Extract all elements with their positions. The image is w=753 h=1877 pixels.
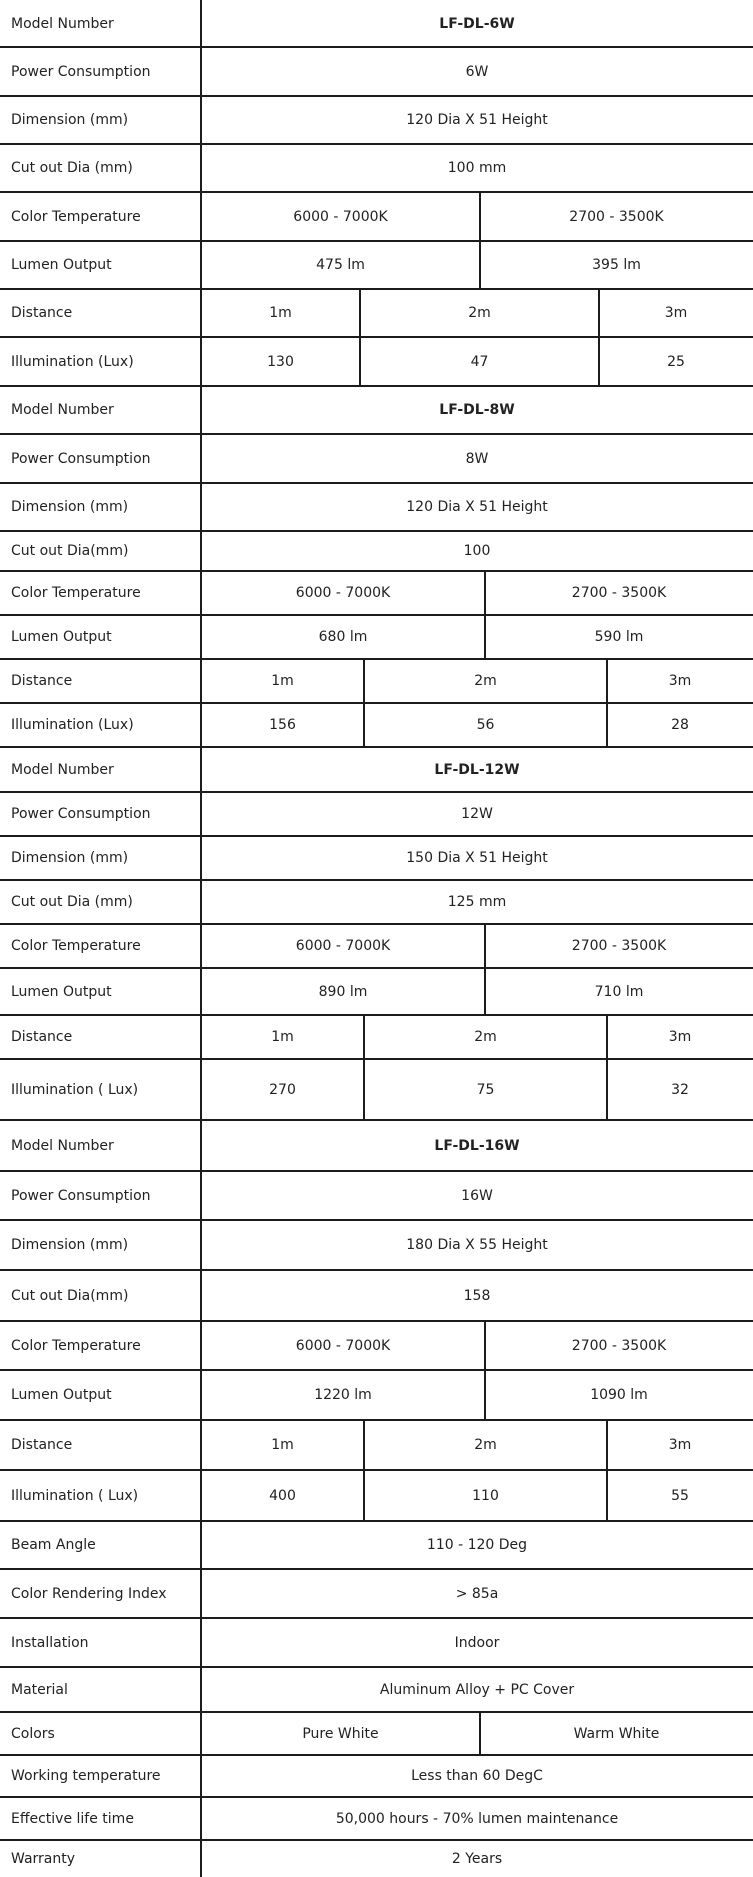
row-divider	[0, 1014, 753, 1016]
spec-label: Cut out Dia (mm)	[11, 160, 133, 176]
spec-value: 400	[269, 1487, 296, 1504]
spec-value: Pure White	[302, 1725, 379, 1742]
cell-divider	[598, 337, 600, 386]
row-divider	[0, 835, 753, 837]
row-divider	[0, 1058, 753, 1060]
spec-label: Cut out Dia(mm)	[11, 543, 129, 559]
spec-label: Model Number	[11, 1137, 114, 1154]
spec-value: 75	[476, 1081, 495, 1098]
row-divider	[0, 1754, 753, 1756]
row-divider	[0, 240, 753, 242]
spec-value: 475 lm	[316, 257, 365, 273]
spec-label: Distance	[11, 1437, 73, 1453]
spec-label: Warranty	[11, 1850, 76, 1867]
spec-value: 2700 - 3500K	[571, 938, 667, 954]
row-divider	[0, 702, 753, 704]
spec-value: 130	[267, 353, 294, 370]
cell-divider	[484, 924, 486, 968]
spec-value: Less than 60 DegC	[411, 1768, 543, 1784]
row-divider	[0, 143, 753, 145]
cell-divider	[479, 1712, 481, 1755]
spec-value: Warm White	[573, 1725, 660, 1742]
spec-label: Cut out Dia (mm)	[11, 894, 133, 910]
spec-value: 6000 - 7000K	[293, 208, 388, 225]
spec-value: 8W	[465, 450, 489, 467]
spec-label: Dimension (mm)	[11, 499, 129, 515]
spec-value: 2700 - 3500K	[569, 208, 664, 225]
spec-value: 2m	[474, 673, 497, 689]
cell-divider	[606, 703, 608, 747]
spec-label: Power Consumption	[11, 1187, 151, 1204]
spec-value: 1m	[269, 305, 292, 321]
spec-value: 1220 lm	[314, 1387, 372, 1403]
spec-value: 156	[269, 717, 296, 733]
spec-label: Model Number	[11, 402, 114, 418]
spec-value: 3m	[668, 1437, 692, 1453]
spec-value: Aluminum Alloy + PC Cover	[379, 1681, 575, 1698]
model-number-value: LF-DL-6W	[439, 15, 515, 32]
spec-value: 2 Years	[451, 1850, 503, 1867]
spec-label: Cut out Dia(mm)	[11, 1287, 129, 1304]
spec-value: 3m	[668, 673, 692, 689]
cell-divider	[359, 289, 361, 337]
spec-label: Power Consumption	[11, 450, 151, 467]
spec-value: 680 lm	[318, 629, 368, 645]
spec-value: 56	[476, 717, 495, 733]
row-divider	[0, 1666, 753, 1668]
spec-label: Lumen Output	[11, 983, 112, 1000]
row-divider	[0, 791, 753, 793]
row-divider	[0, 433, 753, 435]
spec-value: 590 lm	[594, 629, 644, 645]
cell-divider	[363, 1015, 365, 1059]
cell-divider	[606, 659, 608, 703]
row-divider	[0, 46, 753, 48]
column-divider	[200, 0, 202, 1877]
cell-divider	[606, 1470, 608, 1521]
spec-label: Colors	[11, 1725, 55, 1742]
row-divider	[0, 1520, 753, 1522]
model-number-value: LF-DL-12W	[434, 761, 520, 778]
spec-label: Model Number	[11, 761, 114, 778]
spec-value: 3m	[668, 1029, 692, 1045]
model-number-value: LF-DL-8W	[439, 402, 515, 418]
spec-value: 158	[463, 1287, 491, 1304]
cell-divider	[598, 289, 600, 337]
spec-label: Beam Angle	[11, 1537, 96, 1553]
spec-value: 6000 - 7000K	[295, 938, 391, 954]
spec-value: 125 mm	[447, 894, 507, 910]
spec-value: 1m	[271, 673, 294, 689]
row-divider	[0, 191, 753, 193]
spec-value: 2700 - 3500K	[571, 585, 667, 601]
cell-divider	[484, 615, 486, 659]
spec-value: 120 Dia X 51 Height	[406, 499, 548, 515]
spec-value: 2700 - 3500K	[571, 1337, 667, 1354]
spec-label: Distance	[11, 673, 73, 689]
row-divider	[0, 1119, 753, 1121]
spec-label: Installation	[11, 1634, 89, 1651]
spec-label: Model Number	[11, 15, 114, 32]
row-divider	[0, 1170, 753, 1172]
spec-value: 6000 - 7000K	[295, 1337, 391, 1354]
cell-divider	[363, 1420, 365, 1470]
spec-value: 1m	[271, 1437, 294, 1453]
spec-label: Material	[11, 1681, 68, 1698]
spec-value: 55	[671, 1487, 689, 1504]
spec-value: 395 lm	[592, 257, 641, 273]
cell-divider	[359, 337, 361, 386]
spec-value: 2m	[468, 305, 491, 321]
cell-divider	[484, 1321, 486, 1370]
spec-value: 110	[472, 1487, 499, 1504]
row-divider	[0, 967, 753, 969]
row-divider	[0, 923, 753, 925]
spec-value: 180 Dia X 55 Height	[406, 1237, 548, 1253]
row-divider	[0, 1369, 753, 1371]
spec-value: 890 lm	[318, 983, 368, 1000]
spec-label: Illumination (Lux)	[11, 717, 134, 733]
row-divider	[0, 1419, 753, 1421]
cell-divider	[363, 703, 365, 747]
spec-value: 32	[671, 1081, 689, 1098]
spec-label: Dimension (mm)	[11, 112, 129, 128]
spec-label: Lumen Output	[11, 1387, 112, 1403]
row-divider	[0, 1320, 753, 1322]
spec-label: Color Temperature	[11, 585, 141, 601]
row-divider	[0, 614, 753, 616]
spec-value: 100	[463, 543, 491, 559]
spec-value: 28	[671, 717, 689, 733]
spec-value: 16W	[461, 1187, 493, 1204]
cell-divider	[484, 571, 486, 615]
cell-divider	[606, 1420, 608, 1470]
row-divider	[0, 658, 753, 660]
row-divider	[0, 879, 753, 881]
spec-label: Working temperature	[11, 1768, 161, 1784]
spec-label: Dimension (mm)	[11, 850, 129, 866]
cell-divider	[363, 1470, 365, 1521]
spec-value: 47	[470, 353, 489, 370]
row-divider	[0, 530, 753, 532]
spec-value: 50,000 hours - 70% lumen maintenance	[335, 1810, 619, 1827]
spec-value: 2m	[474, 1029, 497, 1045]
row-divider	[0, 1469, 753, 1471]
spec-label: Color Rendering Index	[11, 1585, 167, 1602]
row-divider	[0, 1711, 753, 1713]
row-divider	[0, 482, 753, 484]
spec-label: Distance	[11, 305, 73, 321]
spec-value: 1m	[271, 1029, 294, 1045]
spec-label: Lumen Output	[11, 257, 112, 273]
row-divider	[0, 1568, 753, 1570]
spec-value: 120 Dia X 51 Height	[406, 112, 548, 128]
row-divider	[0, 1219, 753, 1221]
spec-value: 110 - 120 Deg	[426, 1537, 528, 1553]
cell-divider	[479, 241, 481, 289]
spec-value: > 85a	[455, 1585, 499, 1602]
spec-value: 710 lm	[594, 983, 644, 1000]
spec-value: 100 mm	[447, 160, 507, 176]
row-divider	[0, 1796, 753, 1798]
spec-label: Power Consumption	[11, 806, 151, 822]
cell-divider	[479, 192, 481, 241]
spec-label: Color Temperature	[11, 1337, 141, 1354]
row-divider	[0, 1839, 753, 1841]
spec-value: 150 Dia X 51 Height	[406, 850, 548, 866]
row-divider	[0, 288, 753, 290]
row-divider	[0, 746, 753, 748]
spec-label: Lumen Output	[11, 629, 112, 645]
spec-label: Color Temperature	[11, 208, 141, 225]
row-divider	[0, 1269, 753, 1271]
spec-value: 6000 - 7000K	[295, 585, 391, 601]
spec-value: 6W	[465, 63, 489, 80]
spec-value: Indoor	[454, 1634, 500, 1651]
spec-label: Power Consumption	[11, 63, 151, 80]
spec-value: 1090 lm	[590, 1387, 648, 1403]
spec-value: 25	[667, 353, 685, 370]
spec-label: Dimension (mm)	[11, 1237, 129, 1253]
cell-divider	[606, 1059, 608, 1120]
row-divider	[0, 385, 753, 387]
cell-divider	[363, 659, 365, 703]
cell-divider	[484, 1370, 486, 1420]
model-number-value: LF-DL-16W	[434, 1137, 520, 1154]
cell-divider	[484, 968, 486, 1015]
spec-label: Effective life time	[11, 1810, 134, 1827]
spec-value: 3m	[664, 305, 688, 321]
row-divider	[0, 95, 753, 97]
cell-divider	[363, 1059, 365, 1120]
spec-label: Illumination (Lux)	[11, 353, 134, 370]
row-divider	[0, 1617, 753, 1619]
spec-label: Distance	[11, 1029, 73, 1045]
spec-value: 2m	[474, 1437, 497, 1453]
spec-label: Illumination ( Lux)	[11, 1487, 139, 1504]
cell-divider	[606, 1015, 608, 1059]
row-divider	[0, 570, 753, 572]
row-divider	[0, 336, 753, 338]
spec-value: 12W	[461, 806, 493, 822]
spec-value: 270	[269, 1081, 296, 1098]
spec-label: Illumination ( Lux)	[11, 1081, 139, 1098]
spec-label: Color Temperature	[11, 938, 141, 954]
